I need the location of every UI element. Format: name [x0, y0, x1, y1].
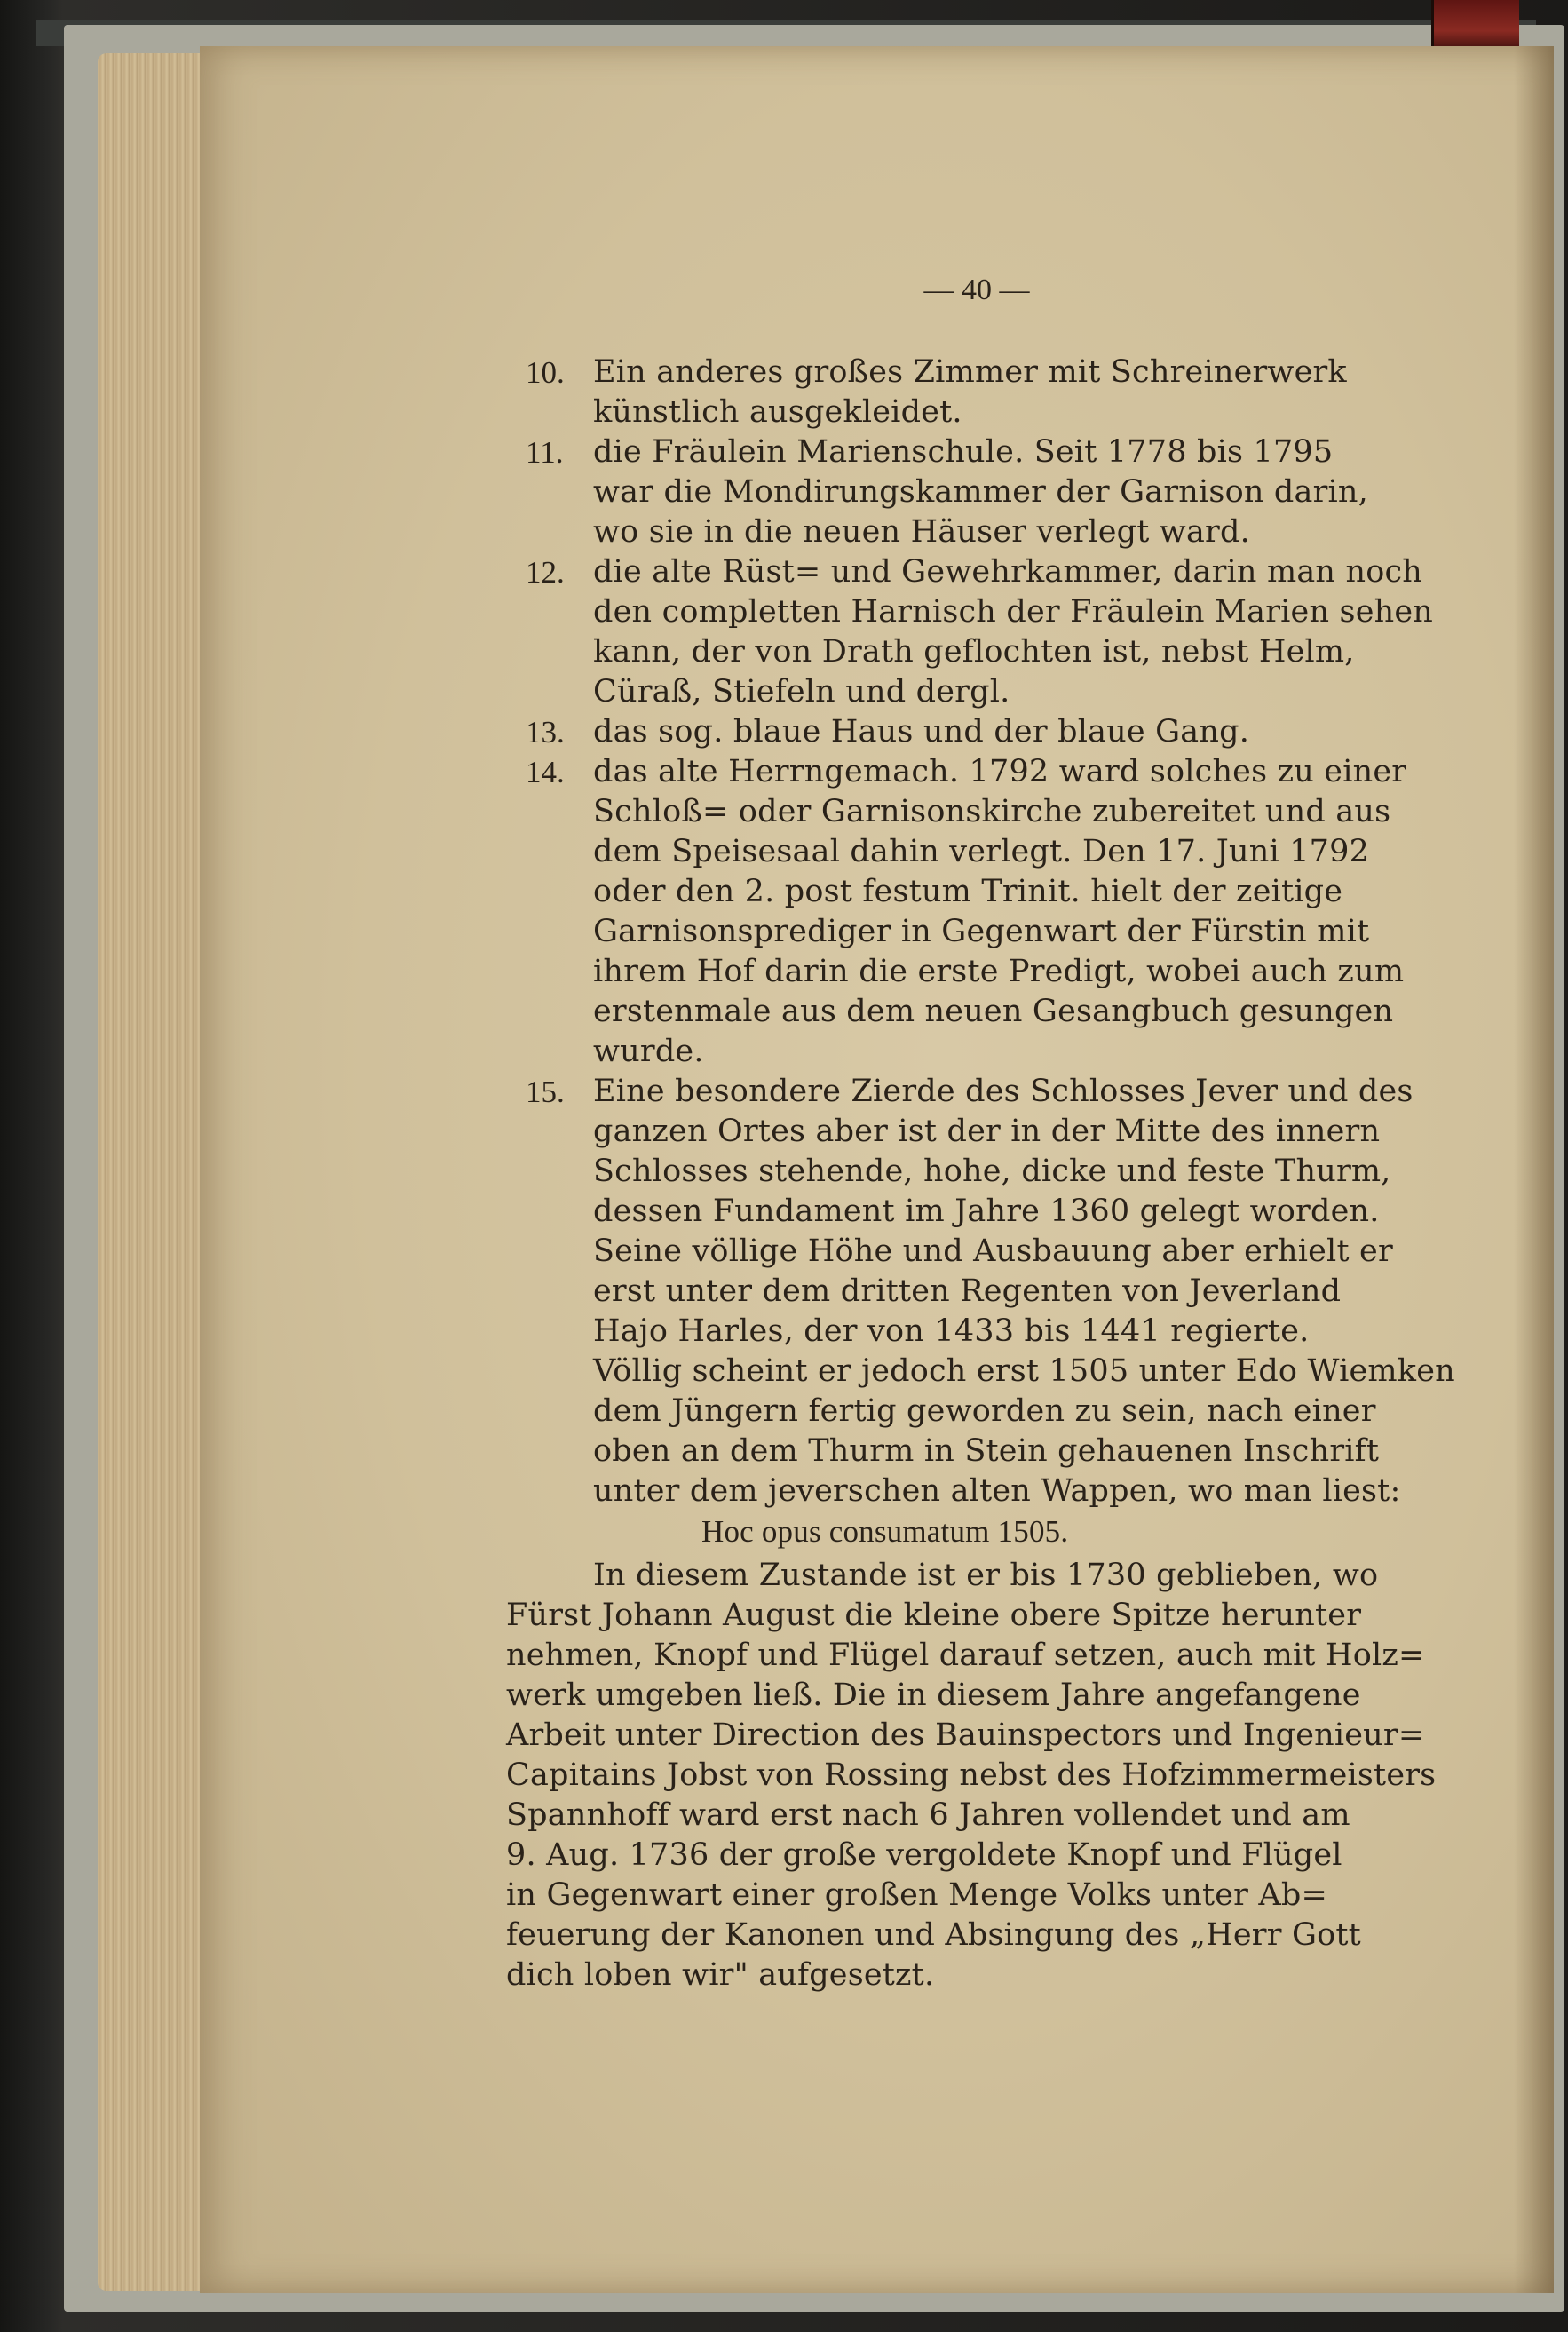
text-line: Garnisonsprediger in Gegenwart der Fürstin mit	[593, 914, 1370, 949]
page-number: — 40 —	[923, 274, 1030, 306]
text-line: in Gegenwart einer großen Menge Volks unter Ab=	[506, 1877, 1328, 1913]
text-line: Fürst Johann August die kleine obere Spitze herunter	[506, 1598, 1362, 1633]
text-line: die Fräulein Marienschule. Seit 1778 bis 1795	[593, 434, 1334, 470]
page-gutter	[1514, 46, 1554, 2293]
text-line: wurde.	[593, 1034, 704, 1069]
text-line: die alte Rüst= und Gewehrkammer, darin man noch	[593, 554, 1423, 590]
text-line: dem Jüngern fertig geworden zu sein, nach einer	[593, 1393, 1376, 1429]
text-line: das sog. blaue Haus und der blaue Gang.	[593, 714, 1250, 750]
entry-number: 15.	[526, 1075, 565, 1109]
text-line: Hajo Harles, der von 1433 bis 1441 regierte.	[593, 1313, 1310, 1349]
text-line: Schloß= oder Garnisonskirche zubereitet und aus	[593, 794, 1391, 829]
text-line: 9. Aug. 1736 der große vergoldete Knopf und Flügel	[506, 1837, 1342, 1873]
entry-number: 14.	[526, 755, 565, 789]
text-line: dessen Fundament im Jahre 1360 gelegt worden.	[593, 1194, 1380, 1229]
text-line: Capitains Jobst von Rossing nebst des Hofzimmermeisters	[506, 1757, 1437, 1793]
text-line: kann, der von Drath geflochten ist, nebst Helm,	[593, 634, 1355, 670]
text-line: werk umgeben ließ. Die in diesem Jahre angefangene	[506, 1678, 1361, 1713]
text-line: ihrem Hof darin die erste Predigt, wobei auch zum	[593, 954, 1405, 989]
text-line: oder den 2. post festum Trinit. hielt der zeitige	[593, 874, 1343, 909]
text-line: Cüraß, Stiefeln und dergl.	[593, 674, 1010, 710]
text-line: wo sie in die neuen Häuser verlegt ward.	[593, 514, 1250, 550]
text-line: oben an dem Thurm in Stein gehauenen Inschrift	[593, 1433, 1380, 1469]
text-line: nehmen, Knopf und Flügel darauf setzen, auch mit Holz=	[506, 1638, 1425, 1673]
entry-number: 12.	[526, 555, 565, 590]
text-line: war die Mondirungskammer der Garnison darin,	[593, 474, 1368, 510]
text-line: Eine besondere Zierde des Schlosses Jever und des	[593, 1074, 1414, 1109]
entry-number: 11.	[526, 435, 564, 470]
text-line: dich loben wir" aufgesetzt.	[506, 1957, 935, 1993]
text-line: erst unter dem dritten Regenten von Jeverland	[593, 1273, 1342, 1309]
text-line: erstenmale aus dem neuen Gesangbuch gesungen	[593, 994, 1394, 1029]
text-line: Arbeit unter Direction des Bauinspectors und Ingenieur=	[506, 1717, 1425, 1753]
text-line: unter dem jeverschen alten Wappen, wo man liest:	[593, 1473, 1401, 1509]
text-line: Spannhoff ward erst nach 6 Jahren vollendet und am	[506, 1797, 1350, 1833]
text-line: den completten Harnisch der Fräulein Marien sehen	[593, 594, 1433, 630]
entry-number: 13.	[526, 715, 565, 750]
text-line: Seine völlige Höhe und Ausbauung aber erhielt er	[593, 1233, 1393, 1269]
text-line: Ein anderes großes Zimmer mit Schreinerwerk	[593, 354, 1347, 390]
entry-number: 10.	[526, 355, 565, 390]
text-line: künstlich ausgekleidet.	[593, 394, 962, 430]
text-line: In diesem Zustande ist er bis 1730 geblieben, wo	[593, 1558, 1379, 1593]
text-line: Völlig scheint er jedoch erst 1505 unter Edo Wiemken	[593, 1353, 1455, 1389]
text-line: das alte Herrngemach. 1792 ward solches zu einer	[593, 754, 1407, 789]
text-line: feuerung der Kanonen und Absingung des „Herr Gott	[506, 1917, 1361, 1953]
text-line: dem Speisesaal dahin verlegt. Den 17. Juni 1792	[593, 834, 1370, 869]
text-line: ganzen Ortes aber ist der in der Mitte des innern	[593, 1114, 1381, 1149]
text-line: Schlosses stehende, hohe, dicke und feste Thurm,	[593, 1154, 1391, 1189]
bookmark-ribbon	[1431, 0, 1519, 52]
inscription: Hoc opus consumatum 1505.	[701, 1514, 1069, 1549]
